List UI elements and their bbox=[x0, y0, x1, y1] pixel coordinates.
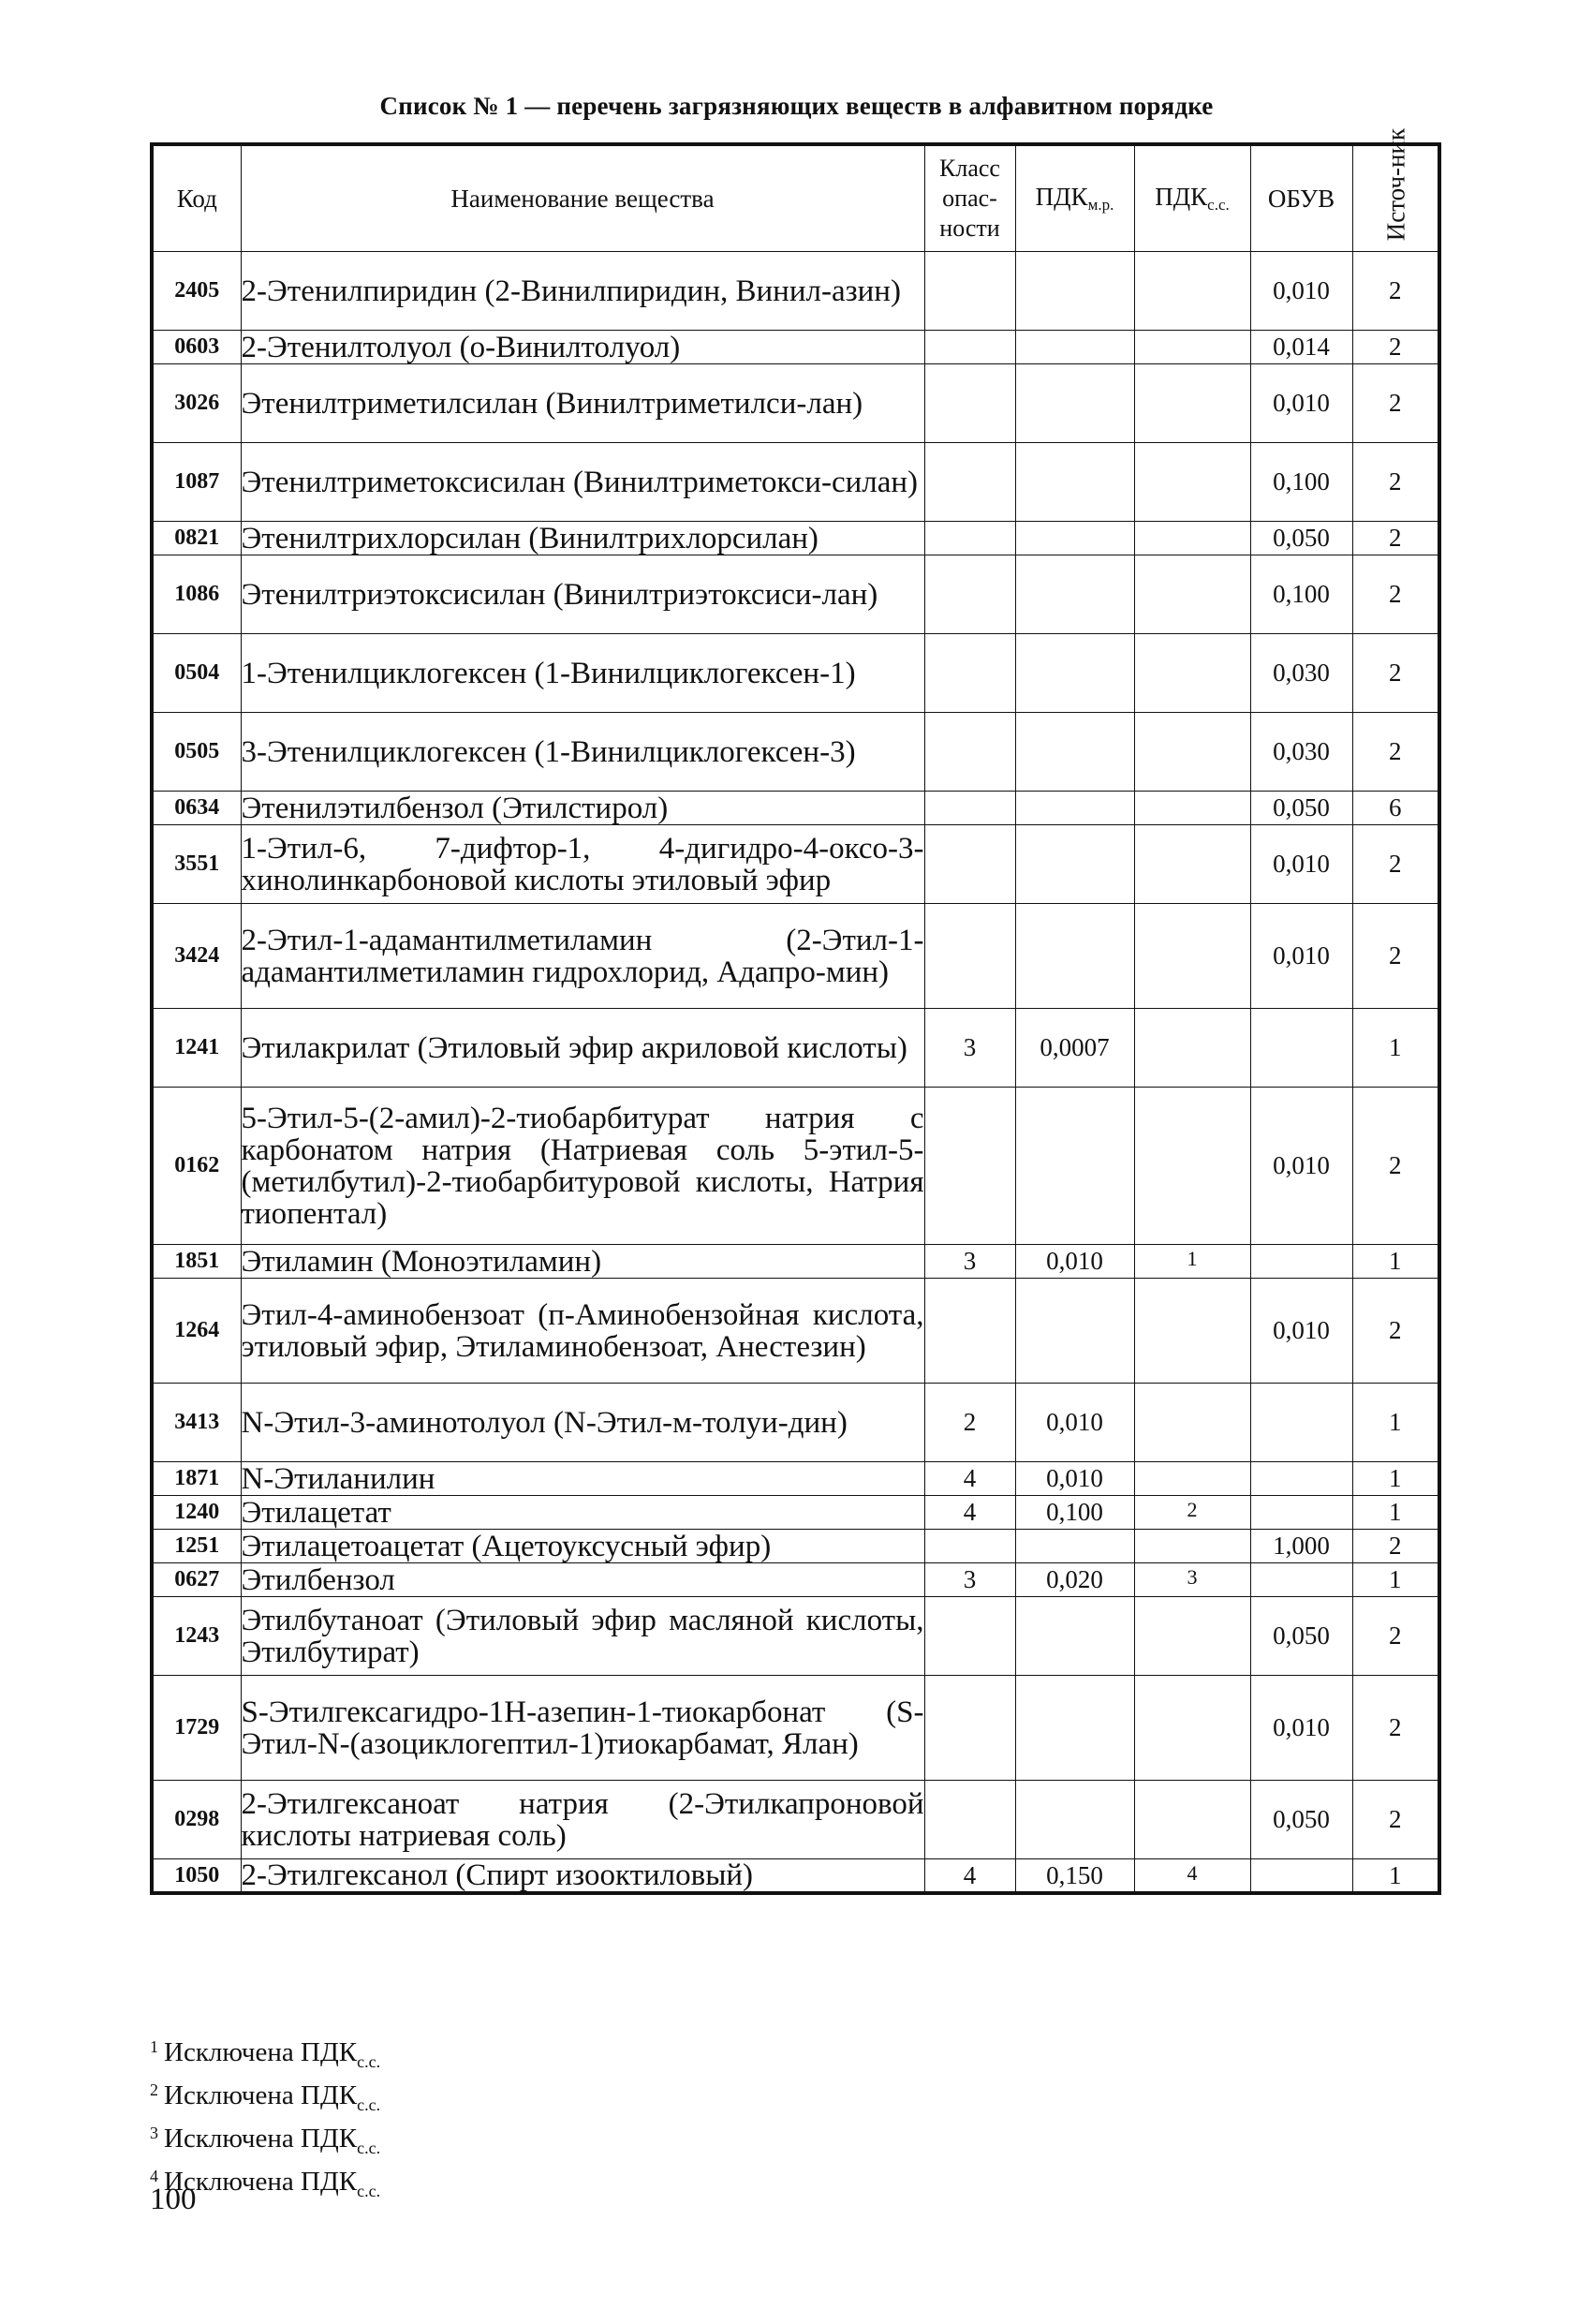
footnote-mark: 3 bbox=[150, 2124, 158, 2142]
obuv-cell: 0,100 bbox=[1250, 555, 1352, 634]
pdk-mr-cell bbox=[1015, 331, 1134, 364]
name-cell: 2-Этилгексанол (Спирт изооктиловый) bbox=[241, 1859, 924, 1894]
pdk-ss-cell bbox=[1134, 443, 1250, 522]
pdk-mr-cell bbox=[1015, 555, 1134, 634]
code-cell: 1086 bbox=[152, 555, 241, 634]
pdk-mr-cell bbox=[1015, 1279, 1134, 1384]
pdk-ss-cell bbox=[1134, 1462, 1250, 1496]
table-row bbox=[152, 252, 1439, 331]
code-cell: 0603 bbox=[152, 331, 241, 364]
header-source bbox=[1352, 127, 1439, 252]
table-body bbox=[152, 252, 1439, 1894]
header-row bbox=[152, 144, 1439, 252]
table-row bbox=[152, 1597, 1439, 1676]
source-cell: 2 bbox=[1352, 1530, 1439, 1563]
footnote-mark: 1 bbox=[150, 2037, 158, 2056]
source-cell: 1 bbox=[1352, 1009, 1439, 1088]
class-cell bbox=[924, 1781, 1015, 1859]
name-cell: N-Этиланилин bbox=[241, 1462, 924, 1496]
class-cell: 3 bbox=[924, 1009, 1015, 1088]
obuv-cell bbox=[1250, 1462, 1352, 1496]
pdk-ss-cell bbox=[1134, 713, 1250, 792]
table-row bbox=[152, 1384, 1439, 1462]
footnote-item bbox=[150, 2119, 380, 2162]
table-row bbox=[152, 1279, 1439, 1384]
pdk-ss-cell bbox=[1134, 634, 1250, 713]
class-cell bbox=[924, 713, 1015, 792]
footnote-text: Исключена ПДК bbox=[164, 2124, 358, 2154]
pdk-ss-cell: 4 bbox=[1134, 1859, 1250, 1894]
name-cell: Этилбензол bbox=[241, 1563, 924, 1597]
pdk-mr-cell bbox=[1015, 252, 1134, 331]
table-row bbox=[152, 1088, 1439, 1245]
name-cell: Этенилтриэтоксисилан (Винилтриэтоксиси-лан) bbox=[241, 555, 924, 634]
pdk-mr-cell bbox=[1015, 1088, 1134, 1245]
class-cell bbox=[924, 1597, 1015, 1676]
obuv-cell: 1,000 bbox=[1250, 1530, 1352, 1563]
source-cell: 2 bbox=[1352, 252, 1439, 331]
class-cell bbox=[924, 792, 1015, 825]
pdk-ss-cell bbox=[1134, 331, 1250, 364]
obuv-cell: 0,010 bbox=[1250, 364, 1352, 443]
pdk-ss-cell bbox=[1134, 792, 1250, 825]
obuv-cell: 0,010 bbox=[1250, 252, 1352, 331]
footnote-text: Исключена ПДК bbox=[164, 2037, 358, 2067]
class-cell bbox=[924, 443, 1015, 522]
pdk-ss-cell bbox=[1134, 1597, 1250, 1676]
pdk-mr-cell bbox=[1015, 443, 1134, 522]
pdk-mr-cell bbox=[1015, 522, 1134, 555]
pdk-ss-cell bbox=[1134, 555, 1250, 634]
table-row bbox=[152, 331, 1439, 364]
pdk-ss-cell bbox=[1134, 1530, 1250, 1563]
pdk-mr-cell bbox=[1015, 1781, 1134, 1859]
table-row bbox=[152, 555, 1439, 634]
code-cell: 1871 bbox=[152, 1462, 241, 1496]
name-cell: Этиламин (Моноэтиламин) bbox=[241, 1245, 924, 1279]
pdk-ss-cell bbox=[1134, 522, 1250, 555]
code-cell: 3551 bbox=[152, 825, 241, 904]
class-cell bbox=[924, 1279, 1015, 1384]
code-cell: 1050 bbox=[152, 1859, 241, 1894]
source-cell: 2 bbox=[1352, 825, 1439, 904]
class-cell bbox=[924, 904, 1015, 1009]
table-row bbox=[152, 364, 1439, 443]
source-cell: 2 bbox=[1352, 1781, 1439, 1859]
pdk-ss-cell: 3 bbox=[1134, 1563, 1250, 1597]
name-cell: Этенилтриметоксисилан (Винилтриметокси-силан) bbox=[241, 443, 924, 522]
pdk-mr-cell bbox=[1015, 1676, 1134, 1781]
pdk-mr-cell: 0,0007 bbox=[1015, 1009, 1134, 1088]
pdk-ss-cell bbox=[1134, 1781, 1250, 1859]
pdk-mr-cell bbox=[1015, 713, 1134, 792]
obuv-cell: 0,100 bbox=[1250, 443, 1352, 522]
footnote-text: Исключена ПДК bbox=[164, 2167, 358, 2197]
table-row bbox=[152, 634, 1439, 713]
source-cell: 2 bbox=[1352, 555, 1439, 634]
class-cell bbox=[924, 1088, 1015, 1245]
class-cell bbox=[924, 825, 1015, 904]
name-cell: Этенилтриметилсилан (Винилтриметилси-лан) bbox=[241, 364, 924, 443]
header-pdk-mr-label: ПДК bbox=[1035, 183, 1088, 211]
pdk-mr-cell: 0,010 bbox=[1015, 1384, 1134, 1462]
source-cell: 2 bbox=[1352, 634, 1439, 713]
source-cell: 1 bbox=[1352, 1563, 1439, 1597]
class-cell bbox=[924, 1530, 1015, 1563]
pdk-ss-cell bbox=[1134, 825, 1250, 904]
code-cell: 3424 bbox=[152, 904, 241, 1009]
code-cell: 3026 bbox=[152, 364, 241, 443]
footnote-mark: 2 bbox=[150, 2080, 158, 2099]
pdk-ss-cell bbox=[1134, 1384, 1250, 1462]
obuv-cell: 0,050 bbox=[1250, 522, 1352, 555]
table-row bbox=[152, 522, 1439, 555]
source-cell: 2 bbox=[1352, 1597, 1439, 1676]
name-cell: Этенилтрихлорсилан (Винилтрихлорсилан) bbox=[241, 522, 924, 555]
code-cell: 2405 bbox=[152, 252, 241, 331]
code-cell: 3413 bbox=[152, 1384, 241, 1462]
class-cell: 4 bbox=[924, 1496, 1015, 1530]
substances-table bbox=[150, 127, 1441, 1895]
source-cell: 2 bbox=[1352, 1676, 1439, 1781]
obuv-cell: 0,050 bbox=[1250, 792, 1352, 825]
class-cell bbox=[924, 634, 1015, 713]
pdk-ss-cell bbox=[1134, 364, 1250, 443]
pdk-mr-cell bbox=[1015, 364, 1134, 443]
footnote-mark: 4 bbox=[150, 2167, 158, 2185]
header-source-label: Источ-ник bbox=[1380, 127, 1409, 242]
footnote-item bbox=[150, 2076, 380, 2119]
pdk-ss-cell bbox=[1134, 904, 1250, 1009]
header-obuv: ОБУВ bbox=[1250, 144, 1352, 252]
code-cell: 0298 bbox=[152, 1781, 241, 1859]
footnotes bbox=[150, 2033, 380, 2205]
code-cell: 1251 bbox=[152, 1530, 241, 1563]
name-cell: Этил-4-аминобензоат (п-Аминобензойная кислота, этиловый эфир, Этиламинобензоат, Анестезин) bbox=[241, 1279, 924, 1384]
table-row bbox=[152, 1563, 1439, 1597]
pdk-mr-cell: 0,010 bbox=[1015, 1245, 1134, 1279]
class-cell bbox=[924, 252, 1015, 331]
pdk-ss-cell: 2 bbox=[1134, 1496, 1250, 1530]
code-cell: 0634 bbox=[152, 792, 241, 825]
name-cell: Этилакрилат (Этиловый эфир акриловой кислоты) bbox=[241, 1009, 924, 1088]
obuv-cell bbox=[1250, 1859, 1352, 1894]
name-cell: N-Этил-3-аминотолуол (N-Этил-м-толуи-дин) bbox=[241, 1384, 924, 1462]
name-cell: 2-Этил-1-адамантилметиламин (2-Этил-1-адамантилметиламин гидрохлорид, Адапро-мин) bbox=[241, 904, 924, 1009]
table-row bbox=[152, 1676, 1439, 1781]
class-cell bbox=[924, 1676, 1015, 1781]
footnote-sub: с.с. bbox=[357, 2052, 381, 2071]
class-cell bbox=[924, 555, 1015, 634]
source-cell: 6 bbox=[1352, 792, 1439, 825]
code-cell: 1851 bbox=[152, 1245, 241, 1279]
header-class: Класс опас-ности bbox=[924, 144, 1015, 252]
code-cell: 1264 bbox=[152, 1279, 241, 1384]
source-cell: 2 bbox=[1352, 904, 1439, 1009]
header-pdk-ss bbox=[1134, 144, 1250, 252]
table-row bbox=[152, 1462, 1439, 1496]
code-cell: 0627 bbox=[152, 1563, 241, 1597]
class-cell bbox=[924, 522, 1015, 555]
name-cell: S-Этилгексагидро-1H-азепин-1-тиокарбонат (S-Этил-N-(азоциклогептил-1)тиокарбамат, Ялан) bbox=[241, 1676, 924, 1781]
class-cell: 3 bbox=[924, 1563, 1015, 1597]
obuv-cell: 0,050 bbox=[1250, 1781, 1352, 1859]
name-cell: Этенилэтилбензол (Этилстирол) bbox=[241, 792, 924, 825]
pdk-mr-cell bbox=[1015, 904, 1134, 1009]
class-cell: 4 bbox=[924, 1859, 1015, 1894]
code-cell: 1240 bbox=[152, 1496, 241, 1530]
footnote-sub: с.с. bbox=[357, 2182, 381, 2200]
obuv-cell bbox=[1250, 1496, 1352, 1530]
pdk-mr-cell: 0,150 bbox=[1015, 1859, 1134, 1894]
name-cell: 2-Этенилпиридин (2-Винилпиридин, Винил-азин) bbox=[241, 252, 924, 331]
header-pdk-mr bbox=[1015, 144, 1134, 252]
obuv-cell: 0,030 bbox=[1250, 634, 1352, 713]
pdk-mr-cell: 0,010 bbox=[1015, 1462, 1134, 1496]
obuv-cell bbox=[1250, 1384, 1352, 1462]
page-title: Список № 1 — перечень загрязняющих веществ в алфавитном порядке bbox=[379, 92, 1214, 120]
code-cell: 0505 bbox=[152, 713, 241, 792]
header-pdk-mr-sub: м.р. bbox=[1087, 196, 1114, 214]
source-cell: 1 bbox=[1352, 1462, 1439, 1496]
table-row bbox=[152, 904, 1439, 1009]
name-cell: 1-Этил-6, 7-дифтор-1, 4-дигидро-4-оксо-3-хинолинкарбоновой кислоты этиловый эфир bbox=[241, 825, 924, 904]
table-row bbox=[152, 1530, 1439, 1563]
source-cell: 2 bbox=[1352, 331, 1439, 364]
pdk-mr-cell bbox=[1015, 1597, 1134, 1676]
pdk-ss-cell: 1 bbox=[1134, 1245, 1250, 1279]
pdk-mr-cell: 0,100 bbox=[1015, 1496, 1134, 1530]
class-cell: 4 bbox=[924, 1462, 1015, 1496]
header-pdk-ss-label: ПДК bbox=[1155, 183, 1208, 211]
source-cell: 2 bbox=[1352, 443, 1439, 522]
pdk-ss-cell bbox=[1134, 252, 1250, 331]
name-cell: Этилбутаноат (Этиловый эфир масляной кислоты, Этилбутират) bbox=[241, 1597, 924, 1676]
table-row bbox=[152, 1496, 1439, 1530]
source-cell: 1 bbox=[1352, 1859, 1439, 1894]
table-row bbox=[152, 825, 1439, 904]
obuv-cell bbox=[1250, 1009, 1352, 1088]
footnote-sub: с.с. bbox=[357, 2095, 381, 2114]
header-pdk-ss-sub: с.с. bbox=[1207, 196, 1230, 214]
code-cell: 0162 bbox=[152, 1088, 241, 1245]
source-cell: 1 bbox=[1352, 1496, 1439, 1530]
footnote-text: Исключена ПДК bbox=[164, 2080, 358, 2110]
name-cell: Этилацетоацетат (Ацетоуксусный эфир) bbox=[241, 1530, 924, 1563]
pdk-ss-cell bbox=[1134, 1676, 1250, 1781]
obuv-cell bbox=[1250, 1563, 1352, 1597]
class-cell bbox=[924, 364, 1015, 443]
pdk-mr-cell: 0,020 bbox=[1015, 1563, 1134, 1597]
code-cell: 0821 bbox=[152, 522, 241, 555]
table-row bbox=[152, 1009, 1439, 1088]
footnote-sub: с.с. bbox=[357, 2139, 381, 2157]
obuv-cell: 0,050 bbox=[1250, 1597, 1352, 1676]
source-cell: 2 bbox=[1352, 522, 1439, 555]
code-cell: 1087 bbox=[152, 443, 241, 522]
source-cell: 2 bbox=[1352, 713, 1439, 792]
code-cell: 1243 bbox=[152, 1597, 241, 1676]
pdk-ss-cell bbox=[1134, 1088, 1250, 1245]
obuv-cell: 0,010 bbox=[1250, 825, 1352, 904]
class-cell: 2 bbox=[924, 1384, 1015, 1462]
obuv-cell: 0,010 bbox=[1250, 1676, 1352, 1781]
pdk-ss-cell bbox=[1134, 1279, 1250, 1384]
source-cell: 1 bbox=[1352, 1384, 1439, 1462]
table-row bbox=[152, 1859, 1439, 1894]
obuv-cell: 0,014 bbox=[1250, 331, 1352, 364]
name-cell: 2-Этенилтолуол (о-Винилтолуол) bbox=[241, 331, 924, 364]
pdk-mr-cell bbox=[1015, 792, 1134, 825]
name-cell: 3-Этенилциклогексен (1-Винилциклогексен-3) bbox=[241, 713, 924, 792]
code-cell: 1729 bbox=[152, 1676, 241, 1781]
pdk-mr-cell bbox=[1015, 825, 1134, 904]
table-row bbox=[152, 792, 1439, 825]
obuv-cell bbox=[1250, 1245, 1352, 1279]
obuv-cell: 0,010 bbox=[1250, 1279, 1352, 1384]
name-cell: 5-Этил-5-(2-амил)-2-тиобарбитурат натрия с карбонатом натрия (Натриевая соль 5-этил-5-(метилбутил)-2-тиобарбитуровой кислоты, Натрия тиопентал) bbox=[241, 1088, 924, 1245]
obuv-cell: 0,030 bbox=[1250, 713, 1352, 792]
pdk-mr-cell bbox=[1015, 1530, 1134, 1563]
name-cell: 1-Этенилциклогексен (1-Винилциклогексен-1) bbox=[241, 634, 924, 713]
footnote-item bbox=[150, 2033, 380, 2076]
code-cell: 0504 bbox=[152, 634, 241, 713]
table-row bbox=[152, 713, 1439, 792]
table-row bbox=[152, 1245, 1439, 1279]
pdk-mr-cell bbox=[1015, 634, 1134, 713]
source-cell: 2 bbox=[1352, 364, 1439, 443]
name-cell: 2-Этилгексаноат натрия (2-Этилкапроновой кислоты натриевая соль) bbox=[241, 1781, 924, 1859]
class-cell: 3 bbox=[924, 1245, 1015, 1279]
header-code: Код bbox=[152, 144, 241, 252]
class-cell bbox=[924, 331, 1015, 364]
page-number: 100 bbox=[150, 2183, 197, 2216]
obuv-cell: 0,010 bbox=[1250, 1088, 1352, 1245]
source-cell: 2 bbox=[1352, 1088, 1439, 1245]
code-cell: 1241 bbox=[152, 1009, 241, 1088]
table-row bbox=[152, 1781, 1439, 1859]
table-row bbox=[152, 443, 1439, 522]
source-cell: 2 bbox=[1352, 1279, 1439, 1384]
header-name: Наименование вещества bbox=[241, 144, 924, 252]
pdk-ss-cell bbox=[1134, 1009, 1250, 1088]
source-cell: 1 bbox=[1352, 1245, 1439, 1279]
obuv-cell: 0,010 bbox=[1250, 904, 1352, 1009]
name-cell: Этилацетат bbox=[241, 1496, 924, 1530]
